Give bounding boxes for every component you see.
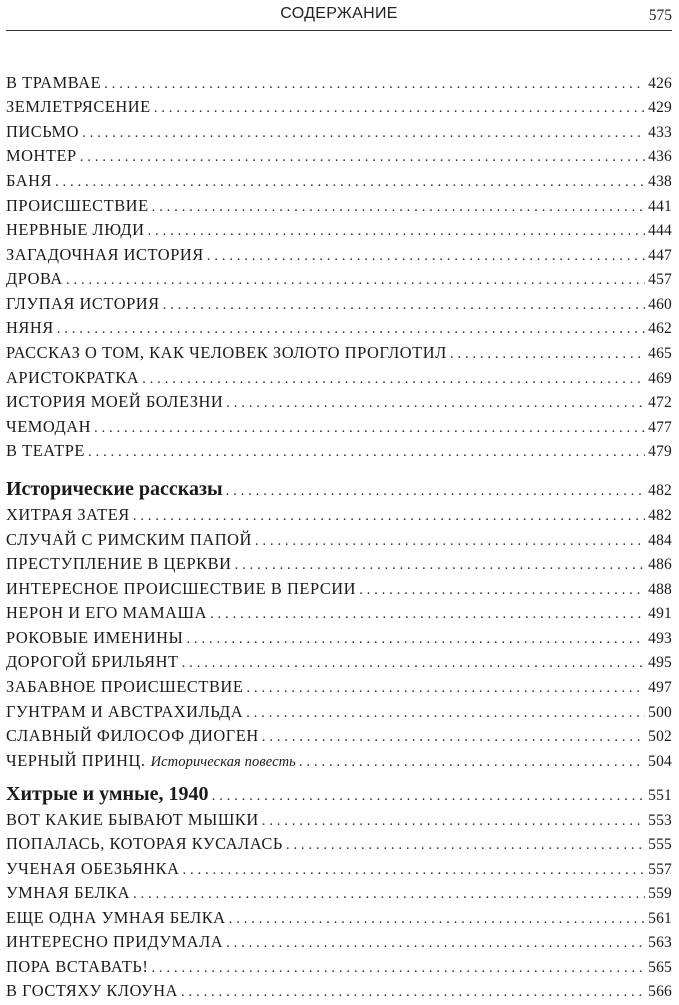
toc-entry [6,318,672,342]
dot-leader [186,631,645,648]
dot-leader [148,223,646,240]
toc-entry [6,702,672,726]
toc-entry [6,368,672,392]
toc-entry-title: РАССКАЗ О ТОМ, КАК ЧЕЛОВЕК ЗОЛОТО ПРОГЛОТИЛ [6,343,447,362]
toc-entry [6,554,672,578]
toc-entry-page: 565 [648,959,672,976]
toc-entry-page: 438 [648,173,672,190]
toc-section-heading [6,783,672,811]
toc-entry-page: 488 [648,581,672,598]
toc-entry-page: 557 [648,861,672,878]
toc-entry [6,294,672,318]
dot-leader [255,533,645,550]
dot-leader [133,886,645,903]
toc-entry-title: НЕРВНЫЕ ЛЮДИ [6,220,145,239]
toc-entry-page: 561 [648,910,672,927]
toc-entry [6,726,672,750]
toc-entry [6,392,672,416]
toc-entry [6,603,672,627]
toc-entry-page: 426 [648,75,672,92]
toc-entry-title: ЗЕМЛЕТРЯСЕНИЕ [6,97,151,116]
toc-entry-title: ИНТЕРЕСНОЕ ПРОИСШЕСТВИЕ В ПЕРСИИ [6,579,357,598]
toc-entry [6,981,672,1005]
toc-entry-title: ЗАГАДОЧНАЯ ИСТОРИЯ [6,245,204,264]
toc-entry [6,146,672,170]
toc-entry-page: 482 [648,507,672,524]
dot-leader [80,149,645,166]
toc-entry-page: 500 [648,704,672,721]
toc-entry-title: ИСТОРИЯ МОЕЙ БОЛЕЗНИ [6,392,224,411]
toc-entry [6,269,672,293]
toc-entry [6,97,672,121]
toc-entry-page: 551 [648,787,672,804]
toc-entry-title: ПОРА ВСТАВАТЬ! [6,957,149,976]
toc-entry-title: МОНТЕР [6,146,77,165]
dot-leader [181,984,645,1001]
toc-entry-page: 563 [648,934,672,951]
dot-leader [226,935,645,952]
toc-entry [6,834,672,858]
dot-leader [262,729,645,746]
toc-entry-title: ИНТЕРЕСНО ПРИДУМАЛА [6,932,224,951]
dot-leader [163,297,645,314]
toc-entry [6,883,672,907]
dot-leader [235,557,646,574]
dot-leader [246,705,645,722]
toc-entry [6,245,672,269]
toc-entry [6,579,672,603]
toc-entry-title: АРИСТОКРАТКА [6,368,140,387]
page-number: 575 [648,7,672,24]
toc-entry-page: 479 [648,443,672,460]
toc-entry-page: 472 [648,394,672,411]
toc-entry [6,417,672,441]
dot-leader [299,754,645,771]
dot-leader [133,508,645,525]
toc-entry [6,171,672,195]
toc-entry [6,196,672,220]
dot-leader [152,199,646,216]
toc-entry-title: БАНЯ [6,171,53,190]
toc-entry-title: ЕЩЕ ОДНА УМНАЯ БЕЛКА [6,908,226,927]
dot-leader [104,76,645,93]
page-title: СОДЕРЖАНИЕ [280,5,398,22]
toc-entry-title: Хитрые и умные, 1940 [6,783,209,805]
toc-entry-title: В ТРАМВАЕ [6,73,102,92]
toc-entry-page: 482 [648,482,672,499]
dot-leader [151,960,645,977]
toc-entry-page: 559 [648,885,672,902]
dot-leader [66,272,645,289]
toc-entry [6,652,672,676]
toc-entry-title: Исторические рассказы [6,478,223,500]
toc-entry-title: СЛАВНЫЙ ФИЛОСОФ ДИОГЕН [6,726,259,745]
toc-entry-page: 555 [648,836,672,853]
dot-leader [226,395,645,412]
dot-leader [57,321,645,338]
dot-leader [210,606,645,623]
toc-entry-page: 460 [648,296,672,313]
toc-entry-page: 447 [648,247,672,264]
toc-entry-page: 486 [648,556,672,573]
toc-entry [6,530,672,554]
toc-entry-title: УЧЕНАЯ ОБЕЗЬЯНКА [6,859,180,878]
dot-leader [183,862,646,879]
toc-entry [6,628,672,652]
toc-entry-title: ЗАБАВНОЕ ПРОИСШЕСТВИЕ [6,677,244,696]
dot-leader [182,655,646,672]
toc-section-heading [6,478,672,506]
toc-entry [6,220,672,244]
toc-entry [6,73,672,97]
toc-entry-page: 495 [648,654,672,671]
toc-entry-title: ДРОВА [6,269,63,288]
toc-entry-page: 465 [648,345,672,362]
toc-entry [6,343,672,367]
dot-leader [154,100,645,117]
toc-entry-subtitle: Историческая повесть [150,754,296,770]
toc-entry [6,677,672,701]
dot-leader [207,248,645,265]
toc-entry-page: 462 [648,320,672,337]
toc-entry-page: 493 [648,630,672,647]
toc-entry-page: 436 [648,148,672,165]
toc-entry-page: 441 [648,198,672,215]
toc-entry-title: ВОТ КАКИЕ БЫВАЮТ МЫШКИ [6,810,259,829]
toc-entry-page: 433 [648,124,672,141]
toc-entry-title: ПОПАЛАСЬ, КОТОРАЯ КУСАЛАСЬ [6,834,283,853]
running-header [6,0,672,31]
toc-entry-title: ПРЕСТУПЛЕНИЕ В ЦЕРКВИ [6,554,232,573]
toc-entry [6,859,672,883]
toc-entry-title: РОКОВЫЕ ИМЕНИНЫ [6,628,184,647]
toc-entry [6,957,672,981]
toc-entry [6,751,672,775]
dot-leader [246,680,645,697]
toc-entry-page: 502 [648,728,672,745]
toc-entry-title: СЛУЧАЙ С РИМСКИМ ПАПОЙ [6,530,252,549]
toc-entry-title: ГУНТРАМ И АВСТРАХИЛЬДА [6,702,244,721]
dot-leader [262,813,645,830]
toc-entry-title: В ТЕАТРЕ [6,441,85,460]
toc-entry [6,810,672,834]
toc-entry-title: ДОРОГОЙ БРИЛЬЯНТ [6,652,179,671]
toc-entry-title: ПИСЬМО [6,122,80,141]
toc-entry-page: 429 [648,99,672,116]
dot-leader [450,346,645,363]
toc-entry-page: 457 [648,271,672,288]
toc-entry-title: УМНАЯ БЕЛКА [6,883,131,902]
dot-leader [226,483,646,500]
dot-leader [142,371,645,388]
toc-entry-page: 504 [648,753,672,770]
toc-entry-title: НЕРОН И ЕГО МАМАША [6,603,207,622]
toc-entry [6,932,672,956]
toc-entry-page: 469 [648,370,672,387]
toc-entry-page: 566 [648,983,672,1000]
toc-entry-page: 444 [648,222,672,239]
dot-leader [55,174,645,191]
dot-leader [212,788,646,805]
toc-entry-title: ХИТРАЯ ЗАТЕЯ [6,505,130,524]
toc-entry [6,505,672,529]
toc-entry-title: ЧЕМОДАН [6,417,91,436]
dot-leader [94,420,645,437]
toc-entry-title: В ГОСТЯХУ КЛОУНА [6,981,178,1000]
toc-entry [6,122,672,146]
toc-entry-title: ПРОИСШЕСТВИЕ [6,196,149,215]
toc-entry-page: 484 [648,532,672,549]
dot-leader [82,125,645,142]
toc-entry-title: НЯНЯ [6,318,54,337]
toc-entry [6,441,672,465]
dot-leader [286,837,645,854]
toc-entry-page: 477 [648,419,672,436]
toc-entry-title: ЧЕРНЫЙ ПРИНЦ. [6,751,146,770]
dot-leader [359,582,645,599]
toc-entry [6,908,672,932]
dot-leader [229,911,646,928]
toc-entry-title: ГЛУПАЯ ИСТОРИЯ [6,294,160,313]
toc-entry-page: 553 [648,812,672,829]
toc-entry-page: 497 [648,679,672,696]
toc-entry-page: 491 [648,605,672,622]
dot-leader [88,444,645,461]
